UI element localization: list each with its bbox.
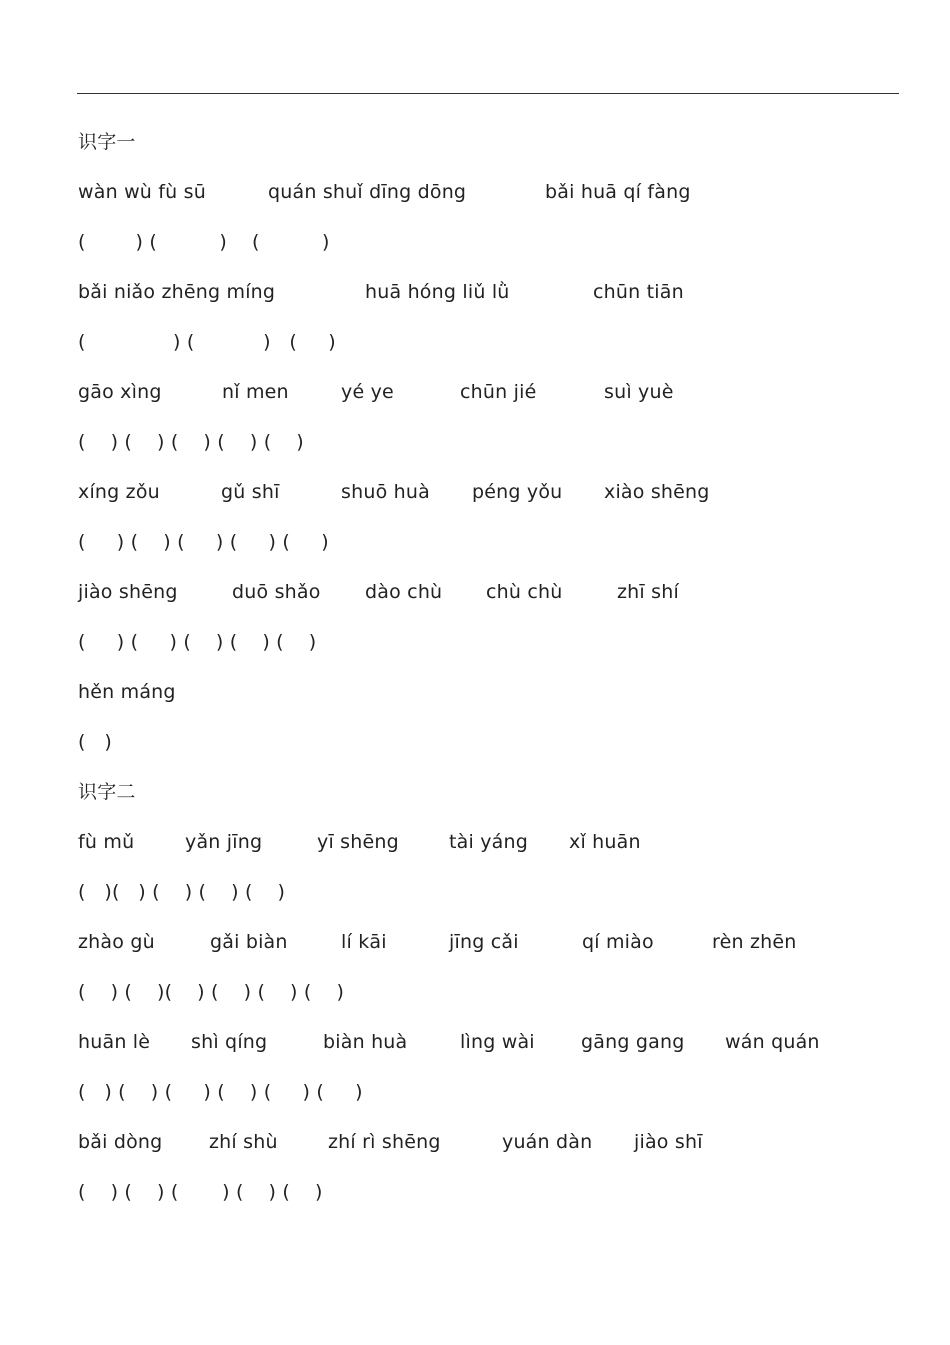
pinyin-word: jiào shī xyxy=(634,1131,703,1153)
pinyin-row xyxy=(78,675,918,725)
pinyin-word: zhī shí xyxy=(617,581,679,603)
pinyin-word: bǎi dòng xyxy=(78,1131,163,1153)
pinyin-word: lí kāi xyxy=(341,931,387,953)
pinyin-word: gǔ shī xyxy=(221,481,280,503)
pinyin-word: péng yǒu xyxy=(472,481,563,503)
pinyin-row xyxy=(78,1125,918,1175)
pinyin-word: yé ye xyxy=(341,381,394,403)
answer-blanks: ( ) xyxy=(78,731,112,753)
pinyin-word: wàn wù fù sū xyxy=(78,181,206,203)
pinyin-word: qí miào xyxy=(582,931,654,953)
pinyin-row xyxy=(78,375,918,425)
section-heading: 识字一 xyxy=(78,131,136,153)
pinyin-word: yuán dàn xyxy=(502,1131,593,1153)
pinyin-word: xiào shēng xyxy=(604,481,710,503)
pinyin-word: fù mǔ xyxy=(78,831,135,853)
pinyin-word: huā hóng liǔ lǜ xyxy=(365,281,510,303)
pinyin-word: biàn huà xyxy=(323,1031,408,1053)
pinyin-word: duō shǎo xyxy=(232,581,321,603)
pinyin-word: chūn jié xyxy=(460,381,537,403)
answer-blanks: ( ) ( ) ( ) ( ) ( ) xyxy=(78,631,317,653)
pinyin-word: nǐ men xyxy=(222,381,289,403)
section-heading: 识字二 xyxy=(78,781,136,803)
pinyin-word: zhí rì shēng xyxy=(328,1131,441,1153)
answer-blanks: ( ) ( ) ( ) xyxy=(78,231,330,253)
pinyin-word: gǎi biàn xyxy=(210,931,288,953)
pinyin-word: chūn tiān xyxy=(593,281,684,303)
pinyin-word: gāng gang xyxy=(581,1031,685,1053)
answer-blanks: ( ) ( ) ( ) ( ) ( ) xyxy=(78,431,304,453)
pinyin-row xyxy=(78,825,918,875)
pinyin-word: dào chù xyxy=(365,581,443,603)
pinyin-word: jiào shēng xyxy=(78,581,178,603)
pinyin-word: xǐ huān xyxy=(569,831,641,853)
pinyin-word: shuō huà xyxy=(341,481,430,503)
pinyin-word: quán shuǐ dīng dōng xyxy=(268,181,467,203)
pinyin-word: yǎn jīng xyxy=(185,831,263,853)
pinyin-word: suì yuè xyxy=(604,381,674,403)
pinyin-word: xíng zǒu xyxy=(78,481,160,503)
pinyin-word: zhí shù xyxy=(209,1131,278,1153)
pinyin-word: gāo xìng xyxy=(78,381,162,403)
pinyin-word: bǎi niǎo zhēng míng xyxy=(78,281,276,303)
pinyin-row xyxy=(78,175,918,225)
answer-blanks: ( )( ) ( ) ( ) ( ) xyxy=(78,881,286,903)
pinyin-word: jīng cǎi xyxy=(449,931,519,953)
answer-blanks: ( ) ( )( ) ( ) ( ) ( ) xyxy=(78,981,345,1003)
worksheet xyxy=(78,125,918,1225)
pinyin-word: lìng wài xyxy=(460,1031,535,1053)
pinyin-word: chù chù xyxy=(486,581,563,603)
pinyin-word: hěn máng xyxy=(78,681,176,703)
answer-blanks: ( ) ( ) ( ) ( ) ( ) xyxy=(78,1181,323,1203)
pinyin-row xyxy=(78,925,918,975)
pinyin-word: yī shēng xyxy=(317,831,399,853)
answer-blanks: ( ) ( ) ( ) ( ) ( ) ( ) xyxy=(78,1081,363,1103)
pinyin-word: wán quán xyxy=(725,1031,820,1053)
pinyin-word: bǎi huā qí fàng xyxy=(545,181,691,203)
pinyin-word: rèn zhēn xyxy=(712,931,797,953)
pinyin-row xyxy=(78,575,918,625)
pinyin-row xyxy=(78,275,918,325)
pinyin-word: huān lè xyxy=(78,1031,151,1053)
pinyin-word: tài yáng xyxy=(449,831,529,853)
pinyin-word: zhào gù xyxy=(78,931,155,953)
pinyin-word: shì qíng xyxy=(191,1031,268,1053)
answer-blanks: ( ) ( ) ( ) ( ) ( ) xyxy=(78,531,329,553)
pinyin-row xyxy=(78,475,918,525)
answer-blanks: ( ) ( ) ( ) xyxy=(78,331,336,353)
top-rule xyxy=(77,93,899,94)
pinyin-row xyxy=(78,1025,918,1075)
